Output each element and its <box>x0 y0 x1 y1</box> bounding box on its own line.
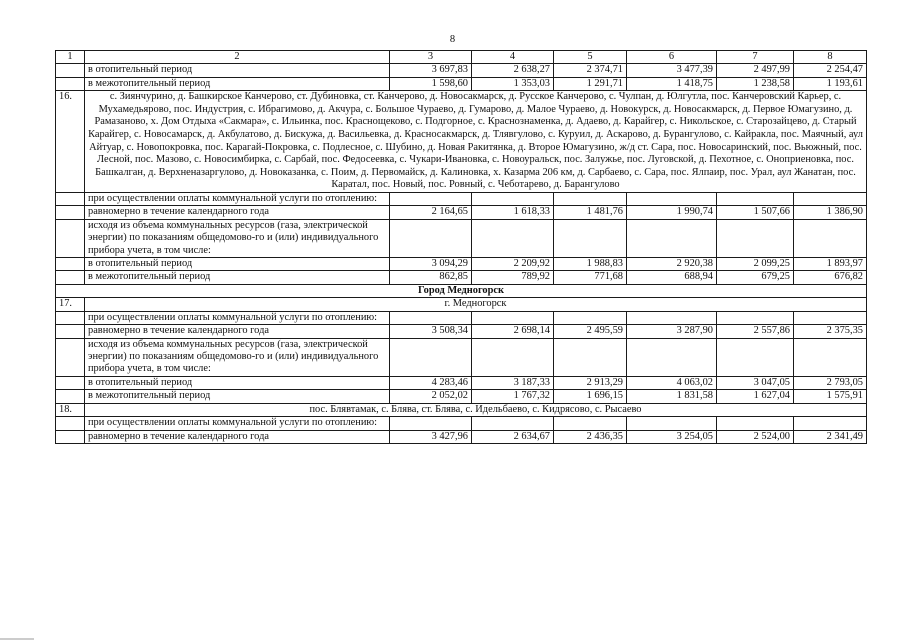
value-cell <box>717 219 794 257</box>
col-number: 1 <box>56 51 85 64</box>
value-cell: 1 696,15 <box>554 390 627 403</box>
value-cell: 3 047,05 <box>717 376 794 389</box>
row-heading: при осуществлении оплаты коммунальной услуги по отоплению: <box>85 417 390 430</box>
value-cell: 1 386,90 <box>794 206 867 219</box>
value-cell: 2 497,99 <box>717 64 794 77</box>
row-label: в межотопительный период <box>85 77 390 90</box>
row-heading: при осуществлении оплаты коммунальной услуги по отоплению: <box>85 192 390 205</box>
value-cell: 789,92 <box>472 271 554 284</box>
settlement-list: пос. Блявтамак, с. Блява, ст. Блява, с. Идельбаево, с. Кидрясово, с. Рысаево <box>85 403 867 417</box>
row-label: равномерно в течение календарного года <box>85 325 390 338</box>
value-cell <box>472 219 554 257</box>
value-cell: 1 193,61 <box>794 77 867 90</box>
value-cell: 688,94 <box>627 271 717 284</box>
value-cell <box>390 338 472 376</box>
section-index: 18. <box>56 403 85 417</box>
value-cell <box>472 311 554 324</box>
table-row <box>56 311 867 324</box>
table-row <box>56 206 867 219</box>
section-row <box>56 298 867 312</box>
value-cell: 3 187,33 <box>472 376 554 389</box>
value-cell: 1 767,32 <box>472 390 554 403</box>
value-cell: 2 164,65 <box>390 206 472 219</box>
index-cell <box>56 417 85 430</box>
value-cell <box>390 417 472 430</box>
value-cell: 3 697,83 <box>390 64 472 77</box>
value-cell: 1 575,91 <box>794 390 867 403</box>
row-label: в отопительный период <box>85 258 390 271</box>
value-cell <box>390 192 472 205</box>
section-row <box>56 91 867 193</box>
value-cell: 3 427,96 <box>390 430 472 443</box>
row-heading: при осуществлении оплаты коммунальной услуги по отоплению: <box>85 311 390 324</box>
value-cell <box>554 219 627 257</box>
col-number: 5 <box>554 51 627 64</box>
value-cell: 1 618,33 <box>472 206 554 219</box>
value-cell: 2 698,14 <box>472 325 554 338</box>
value-cell <box>717 417 794 430</box>
settlement-list: с. Зиянчурино, д. Башкирское Канчерово, ст. Дубиновка, ст. Канчерово, д. Новосакмарск, д. Русское Канчерово, с. Чулпан, д. Юлгутла, пос. Канчеровский Карьер, с. Мухамедьярово, пос. Индустрия, с. Ибрагимово, д. Акчура, с. Большое Чураево, д. Гумарово, д. Малое Чураево, д. Новокурск, д. Новосакмарск, д. Первое Юмагузино, д. Рамазаново, х. Дом Отдыха «Сакмара», с. Ильинка, пос. Краснощеково, с. Подгорное, с. Краснознаменка, д. Адаево, д. Карайгер, с. Никольское, с. Старозайцево, д. Старый Карайгер, с. Новосамарск, д. Акбулатово, д. Бискужа, д. Васильевка, д. Красносакмарск, д. Тлявгулово, с. Куруил, д. Аскарово, д. Бурангулово, с. Кайракла, пос. Маячный, аул Айтуар, с. Новопокровка, пос. Карагай-Покровка, с. Подлесное, с. Шубино, д. Новая Ракитянка, д. Второе Юмагузино, ж/д ст. Сара, пос. Новосаринский, пос. Вьюжный, пос. Лесной, пос. Мазово, с. Новосимбирка, с. Сарбай, пос. Федосеевка, с. Чукари-Ивановка, с. Новоуральск, пос. Залужье, пос. Луговской, д. Пехотное, с. Оноприеновка, пос. Башкалган, д. Верхненазаргулово, д. Новоказанка, с. Поим, д. Первомайск, д. Калиновка, х. Казарма 206 км, д. Сарбаево, с. Сара, пос. Ялпаир, пос. Урал, аул Жанатан, пос. Каратал, пос. Новый, пос. Ровный, с. Чеботарево, д. Барангулово <box>85 91 867 193</box>
value-cell: 2 557,86 <box>717 325 794 338</box>
value-cell: 3 508,34 <box>390 325 472 338</box>
section-index: 17. <box>56 298 85 312</box>
table-row <box>56 77 867 90</box>
tariff-table <box>55 50 867 444</box>
index-cell <box>56 271 85 284</box>
value-cell: 862,85 <box>390 271 472 284</box>
settlement-list: г. Медногорск <box>85 298 867 312</box>
table-row <box>56 376 867 389</box>
city-heading: Город Медногорск <box>56 284 867 297</box>
value-cell: 1 627,04 <box>717 390 794 403</box>
value-cell <box>717 338 794 376</box>
value-cell: 676,82 <box>794 271 867 284</box>
value-cell: 3 477,39 <box>627 64 717 77</box>
value-cell: 771,68 <box>554 271 627 284</box>
row-label: в межотопительный период <box>85 271 390 284</box>
page-number: 8 <box>449 34 456 45</box>
value-cell: 4 283,46 <box>390 376 472 389</box>
value-cell: 2 793,05 <box>794 376 867 389</box>
value-cell: 2 495,59 <box>554 325 627 338</box>
value-cell <box>554 192 627 205</box>
value-cell: 2 913,29 <box>554 376 627 389</box>
table-row <box>56 219 867 257</box>
row-heading: исходя из объема коммунальных ресурсов (газа, электрической энергии) по показаниям общедомово-го и (или) индивидуального прибора учета, в том числе: <box>85 219 390 257</box>
city-heading-row <box>56 284 867 297</box>
value-cell: 1 831,58 <box>627 390 717 403</box>
table-row <box>56 64 867 77</box>
value-cell: 2 375,35 <box>794 325 867 338</box>
value-cell: 1 418,75 <box>627 77 717 90</box>
value-cell: 2 209,92 <box>472 258 554 271</box>
table-row <box>56 325 867 338</box>
value-cell <box>627 417 717 430</box>
value-cell: 4 063,02 <box>627 376 717 389</box>
value-cell <box>554 338 627 376</box>
value-cell: 2 436,35 <box>554 430 627 443</box>
value-cell: 3 254,05 <box>627 430 717 443</box>
row-label: равномерно в течение календарного года <box>85 206 390 219</box>
value-cell <box>717 311 794 324</box>
table-row <box>56 258 867 271</box>
value-cell <box>627 219 717 257</box>
value-cell: 3 287,90 <box>627 325 717 338</box>
table-row <box>56 390 867 403</box>
index-cell <box>56 258 85 271</box>
value-cell <box>794 311 867 324</box>
table-row <box>56 417 867 430</box>
value-cell <box>717 192 794 205</box>
value-cell: 2 099,25 <box>717 258 794 271</box>
value-cell <box>627 338 717 376</box>
section-row <box>56 403 867 417</box>
col-number: 6 <box>627 51 717 64</box>
value-cell: 2 634,67 <box>472 430 554 443</box>
value-cell <box>390 219 472 257</box>
col-number: 3 <box>390 51 472 64</box>
value-cell <box>794 192 867 205</box>
index-cell <box>56 64 85 77</box>
value-cell: 1 598,60 <box>390 77 472 90</box>
value-cell: 2 374,71 <box>554 64 627 77</box>
value-cell: 1 507,66 <box>717 206 794 219</box>
value-cell: 679,25 <box>717 271 794 284</box>
index-cell <box>56 77 85 90</box>
value-cell: 2 254,47 <box>794 64 867 77</box>
index-cell <box>56 311 85 324</box>
table-row <box>56 430 867 443</box>
value-cell <box>472 417 554 430</box>
table-row <box>56 271 867 284</box>
value-cell: 2 341,49 <box>794 430 867 443</box>
value-cell: 1 893,97 <box>794 258 867 271</box>
value-cell: 1 990,74 <box>627 206 717 219</box>
value-cell <box>794 417 867 430</box>
value-cell: 2 524,00 <box>717 430 794 443</box>
value-cell <box>794 338 867 376</box>
col-number: 4 <box>472 51 554 64</box>
value-cell <box>472 192 554 205</box>
index-cell <box>56 325 85 338</box>
index-cell <box>56 430 85 443</box>
value-cell: 2 920,38 <box>627 258 717 271</box>
col-number: 8 <box>794 51 867 64</box>
value-cell: 3 094,29 <box>390 258 472 271</box>
index-cell <box>56 219 85 257</box>
value-cell <box>627 311 717 324</box>
index-cell <box>56 192 85 205</box>
value-cell <box>627 192 717 205</box>
value-cell: 1 353,03 <box>472 77 554 90</box>
index-cell <box>56 206 85 219</box>
row-label: в отопительный период <box>85 64 390 77</box>
section-index: 16. <box>56 91 85 193</box>
value-cell: 1 988,83 <box>554 258 627 271</box>
value-cell <box>554 417 627 430</box>
col-number: 7 <box>717 51 794 64</box>
value-cell <box>472 338 554 376</box>
col-number: 2 <box>85 51 390 64</box>
value-cell: 1 291,71 <box>554 77 627 90</box>
index-cell <box>56 376 85 389</box>
index-cell <box>56 390 85 403</box>
value-cell: 2 638,27 <box>472 64 554 77</box>
row-label: в отопительный период <box>85 376 390 389</box>
table-row <box>56 192 867 205</box>
value-cell: 1 481,76 <box>554 206 627 219</box>
value-cell <box>554 311 627 324</box>
value-cell <box>390 311 472 324</box>
value-cell: 1 238,58 <box>717 77 794 90</box>
row-label: в межотопительный период <box>85 390 390 403</box>
value-cell: 2 052,02 <box>390 390 472 403</box>
index-cell <box>56 338 85 376</box>
row-heading: исходя из объема коммунальных ресурсов (газа, электрической энергии) по показаниям общедомово-го и (или) индивидуального прибора учета, в том числе: <box>85 338 390 376</box>
row-label: равномерно в течение календарного года <box>85 430 390 443</box>
value-cell <box>794 219 867 257</box>
table-row <box>56 338 867 376</box>
column-number-row <box>56 51 867 64</box>
